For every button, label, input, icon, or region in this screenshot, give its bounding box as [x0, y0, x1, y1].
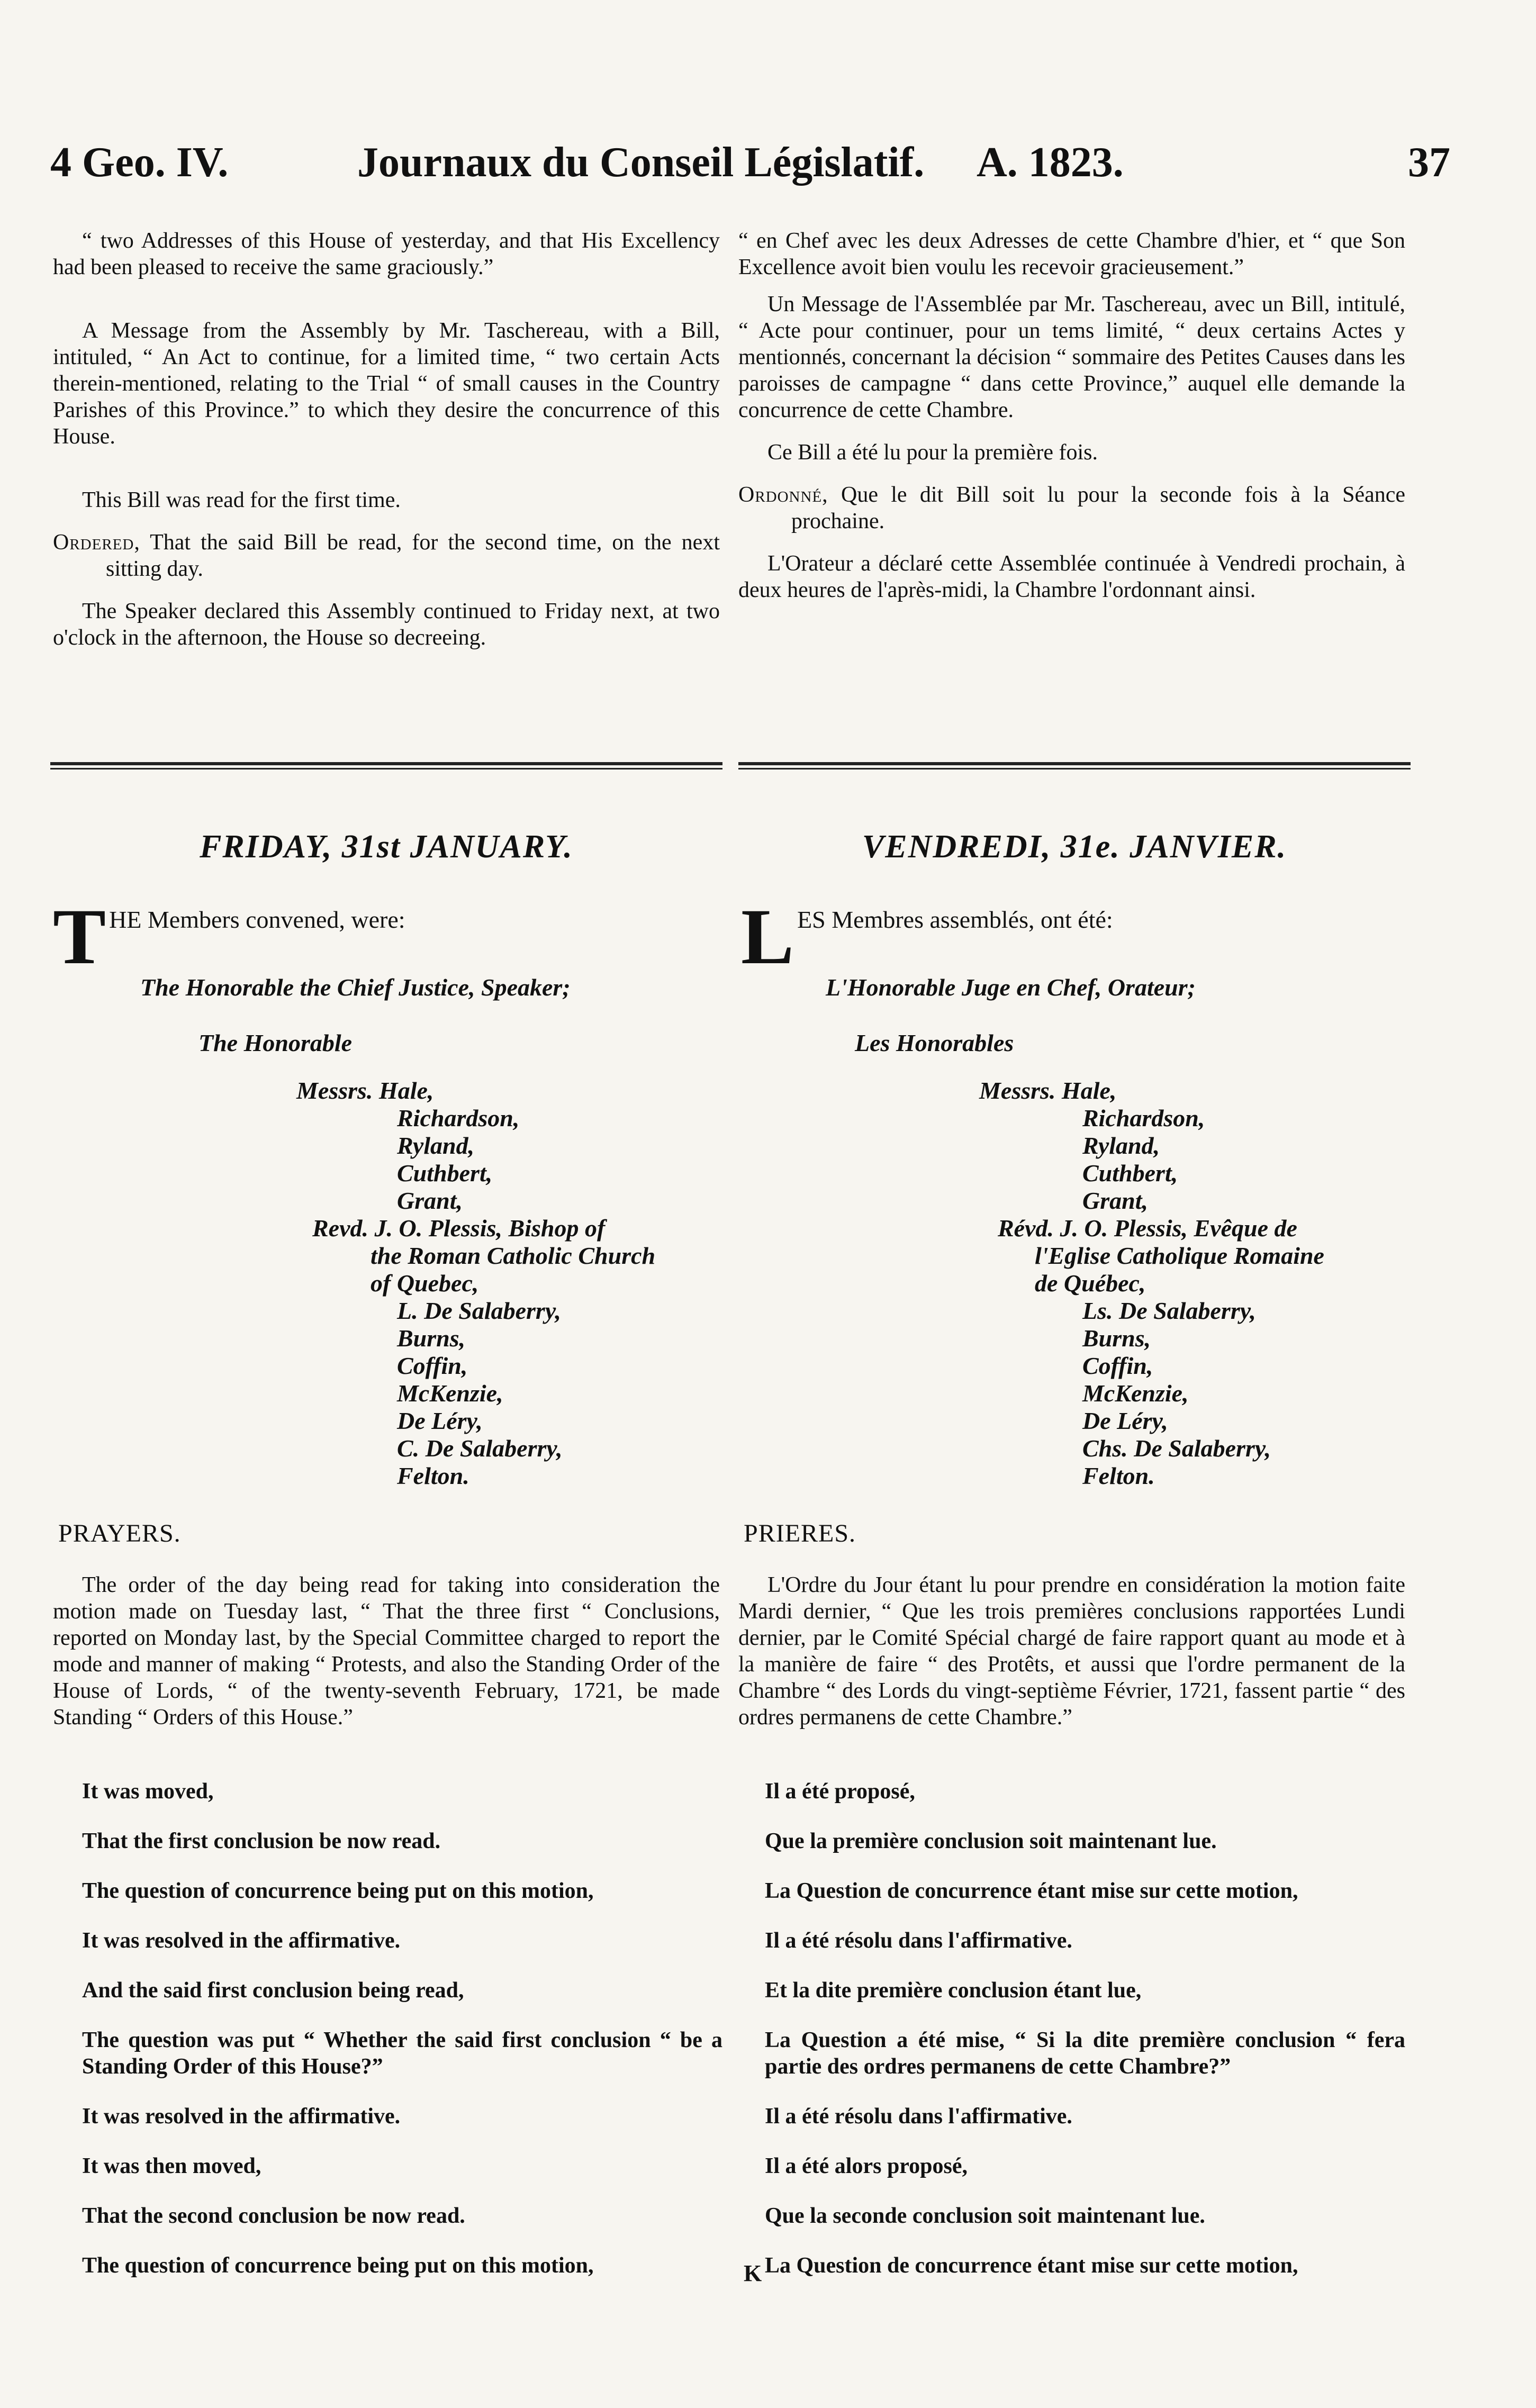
member-name: Chs. De Salaberry, [1082, 1435, 1271, 1462]
member-name: Burns, [1082, 1325, 1151, 1352]
motion-line: Et la dite première conclusion étant lue, [765, 1978, 1142, 2003]
members-list-english [296, 1077, 655, 1490]
member-name: de Québec, [1035, 1270, 1146, 1297]
speaker-paragraph: L'Orateur a déclaré cette Assemblée continuée à Vendredi prochain, à deux heures de l'après-midi, la Chambre l'ordonnant ainsi. [738, 551, 1405, 602]
drop-cap: T [53, 893, 106, 981]
motion-line: Que la seconde conclusion soit maintenant lue. [765, 2204, 1205, 2228]
motion-line: The question of concurrence being put on this motion, [82, 1879, 594, 1903]
motion-line: It was resolved in the affirmative. [82, 1929, 401, 1953]
member-name: of Quebec, [371, 1270, 479, 1297]
honorable-english: The Honorable [198, 1029, 353, 1056]
motion-line: Il a été résolu dans l'affirmative. [765, 2104, 1072, 2129]
motion-line: Il a été alors proposé, [765, 2154, 968, 2178]
member-name: Grant, [1082, 1187, 1148, 1214]
member-name: Cuthbert, [397, 1160, 493, 1187]
member-name: Richardson, [1082, 1105, 1205, 1131]
ordered-label: Ordered, [53, 530, 140, 555]
member-name: Richardson, [397, 1105, 520, 1131]
opening-text: HE Members convened, were: [109, 906, 405, 933]
order-of-day-paragraph: L'Ordre du Jour étant lu pour prendre en considération la motion faite Mardi dernier, “ Que les trois premières conclusions rapportées Lundi dernier, par le Comité Spécial chargé de faire rapport quant au mode et à la manière de faire “ des Protêts, et aussi que l'ordre permanent de la Chambre “ des Lords du vingt-septième Février, 1721, fassent partie “ des ordres permanens de cette Chambre.” [738, 1573, 1405, 1730]
member-name: Coffin, [397, 1352, 468, 1379]
header-title: Journaux du Conseil Législatif. [357, 139, 925, 186]
member-name: the Roman Catholic Church [371, 1242, 656, 1269]
motion-line: That the second conclusion be now read. [82, 2204, 465, 2228]
member-name: Coffin, [1082, 1352, 1153, 1379]
opening-text: ES Membres assemblés, ont été: [797, 906, 1113, 933]
prayers-heading-french: PRIERES. [744, 1519, 856, 1547]
divider-rule-left [50, 762, 722, 770]
member-name: Burns, [397, 1325, 466, 1352]
member-name: Cuthbert, [1082, 1160, 1178, 1187]
header-reign: 4 Geo. IV. [50, 139, 229, 186]
member-name: Felton. [1082, 1462, 1155, 1489]
order-of-day-paragraph: The order of the day being read for taking into consideration the motion made on Tuesday last, “ That the three first “ Conclusions, reported on Monday last, by the Special Committee charged to report the mode and manner of making “ Protests, and also the Standing Order of the House of Lords, “ of the twenty-seventh February, 1721, be made Standing “ Orders of this House.” [53, 1573, 720, 1730]
member-name: Révd. J. O. Plessis, Evêque de [998, 1215, 1297, 1242]
page-number: 37 [1408, 139, 1450, 186]
signature-mark: K [744, 2260, 762, 2286]
motion-line: La Question de concurrence étant mise sur cette motion, [765, 2253, 1298, 2278]
drop-cap: L [741, 893, 794, 981]
member-name: McKenzie, [397, 1380, 503, 1407]
top-left-column [53, 228, 720, 651]
motion-line: Il a été proposé, [765, 1779, 915, 1804]
ordered-text: Que le dit Bill soit lu pour la seconde fois à la Séance prochaine. [791, 483, 1406, 533]
motion-line: It was moved, [82, 1779, 214, 1804]
day-heading-french: VENDREDI, 31e. JANVIER. [862, 829, 1287, 865]
member-name: Felton. [397, 1462, 469, 1489]
member-name: Grant, [397, 1187, 463, 1214]
motion-line: La Question a été mise, “ Si la dite première conclusion “ fera partie des ordres permanens de cette Chambre?” [765, 2028, 1405, 2079]
member-name: Ls. De Salaberry, [1082, 1297, 1256, 1324]
member-name: Ryland, [397, 1132, 475, 1159]
prayers-heading-english: PRAYERS. [58, 1519, 181, 1547]
ordered-paragraph [738, 482, 1405, 535]
member-name: C. De Salaberry, [397, 1435, 563, 1462]
opening-english [53, 893, 725, 981]
motion-line: Il a été résolu dans l'affirmative. [765, 1929, 1072, 1953]
member-name: Messrs. Hale, [979, 1077, 1117, 1104]
ordered-label: Ordonné, [738, 483, 828, 507]
header-year: A. 1823. [977, 139, 1124, 186]
order-of-day-french [738, 1572, 1405, 1731]
motion-line: It was then moved, [82, 2154, 261, 2178]
continuation-paragraph: “ en Chef avec les deux Adresses de cette Chambre d'hier, et “ que Son Excellence avoit bien voulu les recevoir gracieusement.” [738, 229, 1405, 279]
motion-line: It was resolved in the affirmative. [82, 2104, 401, 2129]
first-reading-paragraph: Ce Bill a été lu pour la première fois. [767, 440, 1098, 465]
member-name: L. De Salaberry, [397, 1297, 562, 1324]
motion-sequence-french [765, 1778, 1432, 2302]
message-paragraph: Un Message de l'Assemblée par Mr. Taschereau, avec un Bill, intitulé, “ Acte pour continuer, pour un tems limité, “ deux certains Actes y mentionnés, concernant la décision “ sommaire des Petites Causes dans les paroisses de campagne “ dans cette Province,” auquel elle demande la concurrence de cette Chambre. [738, 292, 1405, 422]
motion-line: The question was put “ Whether the said first conclusion “ be a Standing Order of this House?” [82, 2028, 722, 2079]
speaker-paragraph: The Speaker declared this Assembly continued to Friday next, at two o'clock in the afternoon, the House so decreeing. [53, 599, 720, 650]
member-name: l'Eglise Catholique Romaine [1035, 1242, 1324, 1269]
member-name: Revd. J. O. Plessis, Bishop of [312, 1215, 606, 1242]
continuation-paragraph: “ two Addresses of this House of yesterday, and that His Excellency had been pleased to receive the same graciously.” [53, 229, 720, 279]
member-name: Ryland, [1082, 1132, 1160, 1159]
motion-line: And the said first conclusion being read, [82, 1978, 464, 2003]
motion-line: La Question de concurrence étant mise sur cette motion, [765, 1879, 1298, 1903]
opening-french [741, 893, 1413, 981]
message-paragraph: A Message from the Assembly by Mr. Taschereau, with a Bill, intituled, “ An Act to continue, for a limited time, “ two certain Acts therein-mentioned, relating to the Trial “ of small causes in the Country Parishes of this Province.” to which they desire the concurrence of this House. [53, 319, 720, 449]
motion-sequence-english [82, 1778, 749, 2302]
motion-line: Que la première conclusion soit maintenant lue. [765, 1829, 1217, 1853]
motion-line: The question of concurrence being put on this motion, [82, 2253, 594, 2278]
first-reading-paragraph: This Bill was read for the first time. [82, 488, 401, 512]
member-name: Messrs. Hale, [296, 1077, 434, 1104]
order-of-day-english [53, 1572, 720, 1731]
ordered-text: That the said Bill be read, for the second time, on the next sitting day. [106, 530, 720, 581]
top-right-column [738, 228, 1405, 603]
motion-line: That the first conclusion be now read. [82, 1829, 441, 1853]
members-list-french [979, 1077, 1324, 1490]
page-header [50, 139, 1458, 197]
divider-rule-right [738, 762, 1411, 770]
member-name: De Léry, [397, 1407, 483, 1434]
member-name: De Léry, [1082, 1407, 1168, 1434]
speaker-line-french: L'Honorable Juge en Chef, Orateur; [826, 974, 1196, 1001]
day-heading-english: FRIDAY, 31st JANUARY. [200, 829, 573, 865]
member-name: McKenzie, [1082, 1380, 1189, 1407]
ordered-paragraph [53, 529, 720, 582]
speaker-line-english: The Honorable the Chief Justice, Speaker; [140, 974, 571, 1001]
honorable-french: Les Honorables [855, 1029, 1014, 1056]
